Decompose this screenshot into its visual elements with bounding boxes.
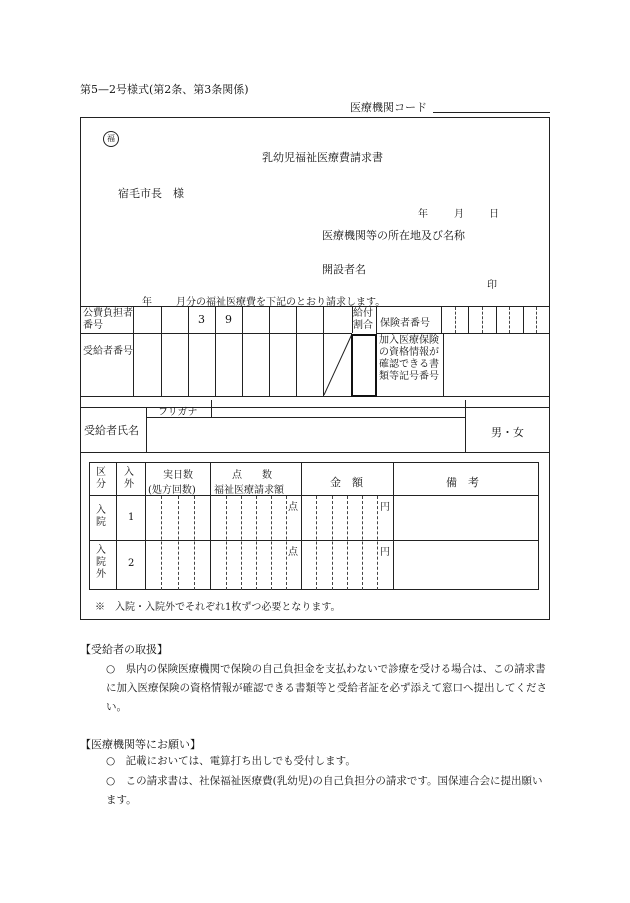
- insurer-dash: [536, 307, 537, 333]
- date-month-label: 月: [454, 209, 464, 220]
- claim-year-label: 年: [142, 297, 152, 308]
- row-2-code: 2: [128, 558, 135, 569]
- grid-vline: [188, 306, 189, 396]
- benefit-ratio-box[interactable]: [351, 334, 377, 397]
- header-points-sub: 福祉医療請求額: [214, 485, 284, 496]
- recipient-instruction-1: ○ 県内の保険医療機関で保険の自己負担金を支払わないで診療を受ける場合は、この請求書に加入医療保険の資格情報が確認できる書類等と受給者証を必ず添えて窓口へ提出してください。: [106, 663, 547, 713]
- points-dash: [271, 496, 272, 590]
- amount-dash: [377, 496, 378, 590]
- row-1-code: 1: [128, 512, 135, 523]
- claim-sentence: 月分の福祉医療費を下記のとおり請求します。: [176, 297, 386, 308]
- gender-select[interactable]: 男・女: [491, 426, 524, 439]
- payer-digit-3: 3: [198, 313, 205, 326]
- date-day-label: 日: [489, 209, 499, 220]
- header-points: 点 数: [232, 470, 272, 481]
- days-dash: [161, 496, 162, 590]
- days-dash: [194, 496, 195, 590]
- recipient-name-label: 受給者氏名: [84, 424, 139, 437]
- insurer-vline: [496, 306, 497, 333]
- points-dash: [226, 496, 227, 590]
- table-vline: [301, 462, 302, 590]
- seal-label: 印: [487, 280, 497, 291]
- furigana-label: フリガナ: [158, 407, 198, 418]
- header-amount: 金 額: [330, 476, 363, 489]
- recipient-number-label: 受給者番号: [83, 346, 133, 357]
- addressee: 宿毛市長 様: [118, 187, 184, 200]
- grid-vline: [161, 306, 162, 396]
- payer-digit-4: 9: [225, 313, 232, 326]
- institution-instruction-2: ○ この請求書は、社保福祉医療費(乳幼児)の自己負担分の請求です。国保連合会に提出願います。: [106, 775, 543, 806]
- institution-heading: 【医療機関等にお願い】: [80, 738, 201, 751]
- row-1-category: 入院: [96, 505, 106, 528]
- amount-dash: [332, 496, 333, 590]
- payer-number-label: 公費負担者番号: [83, 308, 133, 331]
- insurer-number-label: 保険者番号: [380, 318, 430, 329]
- form-title: 乳幼児福祉医療費請求書: [262, 151, 383, 164]
- grid-vline: [242, 306, 243, 396]
- table-vline: [393, 462, 394, 590]
- row-1-amount-unit: 円: [380, 502, 390, 513]
- institution-code-line[interactable]: [433, 112, 550, 113]
- header-remarks: 備 考: [446, 476, 479, 489]
- table-vline: [210, 462, 211, 590]
- insurance-info-label: 加入医療保険の資格情報が確認できる書類等記号番号: [379, 335, 439, 382]
- header-days-sub: (処方回数): [148, 485, 196, 496]
- insurer-vline: [468, 306, 469, 333]
- header-code: 入外: [124, 467, 134, 490]
- table-vline: [116, 462, 117, 590]
- form-number: 第5—2号様式(第2条、第3条関係): [80, 83, 249, 96]
- amount-dash: [362, 496, 363, 590]
- recipient-heading: 【受給者の取扱】: [80, 643, 168, 656]
- header-days: 実日数: [163, 470, 193, 481]
- amount-dash: [347, 496, 348, 590]
- grid-mid-line-right: [376, 333, 550, 334]
- furigana-field[interactable]: [212, 401, 465, 417]
- days-dash: [178, 496, 179, 590]
- welfare-stamp-icon: 福: [103, 131, 119, 147]
- grid-vline: [133, 306, 134, 396]
- insurer-vline: [523, 306, 524, 333]
- benefit-ratio-label: 給付割合: [353, 308, 373, 331]
- points-dash: [256, 496, 257, 590]
- insurer-dash: [509, 307, 510, 333]
- insurer-dash: [482, 307, 483, 333]
- amount-dash: [316, 496, 317, 590]
- grid-mid-line: [80, 333, 352, 334]
- recipient-name-field[interactable]: [147, 418, 465, 452]
- header-category: 区分: [96, 467, 106, 490]
- diagonal-slash: [323, 333, 353, 396]
- row-2-category: 入院外: [96, 545, 106, 580]
- grid-vline: [296, 306, 297, 396]
- name-bottom-line: [80, 452, 550, 453]
- points-dash: [241, 496, 242, 590]
- insurer-dash: [455, 307, 456, 333]
- row-2-amount-unit: 円: [380, 547, 390, 558]
- institution-instruction-1: ○ 記載においては、電算打ち出しでも受付します。: [106, 755, 356, 767]
- gender-vline: [465, 400, 466, 452]
- grid-top-line: [80, 306, 550, 307]
- table-note: ※ 入院・入院外でそれぞれ1枚ずつ必要となります。: [95, 602, 341, 613]
- row-2-points-unit: 点: [288, 547, 298, 558]
- insurance-info-vline: [443, 333, 444, 396]
- insurer-vline: [441, 306, 442, 333]
- founder-label: 開設者名: [322, 263, 366, 276]
- table-row-line: [89, 540, 539, 541]
- grid-vline: [215, 306, 216, 396]
- institution-address-label: 医療機関等の所在地及び名称: [322, 229, 465, 242]
- row-1-points-unit: 点: [288, 502, 298, 513]
- points-dash: [286, 496, 287, 590]
- table-vline: [145, 462, 146, 590]
- institution-code-label: 医療機関コード: [350, 101, 427, 114]
- date-year-label: 年: [418, 209, 428, 220]
- grid-bottom-line: [80, 396, 550, 397]
- grid-vline: [269, 306, 270, 396]
